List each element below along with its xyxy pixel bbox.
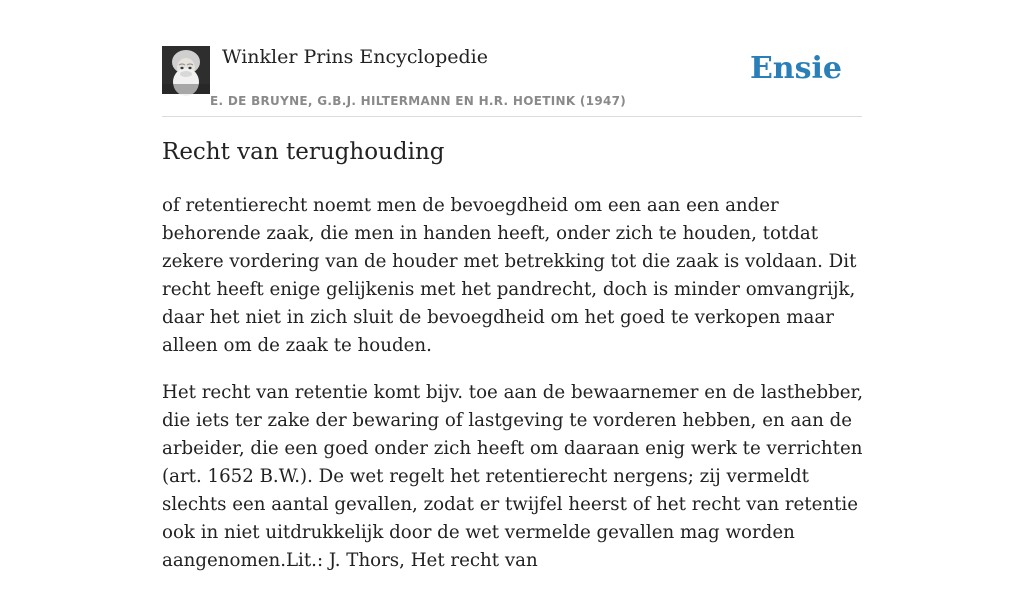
portrait-image [162,46,210,94]
author-portrait-avatar [162,46,210,94]
encyclopedia-header [162,40,862,117]
ensie-logo-link[interactable]: Ensie [749,51,842,86]
article-paragraph: of retentierecht noemt men de bevoegdheid om een aan een ander behorende zaak, die men in handen heeft, onder zich te houden, totdat zekere vordering van de houder met betrekking tot die zaak is voldaan. Dit recht heeft enige gelijkenis met het pandrecht, doch is minder omvangrijk, daar het niet in zich sluit de bevoegdheid om het goed te verkopen maar alleen om de zaak te houden. [162,195,857,356]
authors-line: E. DE BRUYNE, G.B.J. HILTERMANN EN H.R. HOETINK (1947) [210,94,627,108]
article-paragraph: Het recht van retentie komt bijv. toe aan de bewaarnemer en de lasthebber, die iets ter zake der bewaring of lastgeving te vorderen hebben, en aan de arbeider, die een goed onder zich heeft om daaraan enig werk te verrichten (art. 1652 B.W.). De wet regelt het retentierecht nergens; zij vermeldt slechts een aantal gevallen, zodat er twijfel heerst of het recht van retentie ook in niet uitdrukkelijk door de wet vermelde gevallen mag worden aangenomen.Lit.: J. Thors, Het recht van [162,382,864,571]
article-body [162,192,867,594]
article-title: Recht van terughouding [162,139,445,165]
encyclopedia-title: Winkler Prins Encyclopedie [222,46,488,68]
